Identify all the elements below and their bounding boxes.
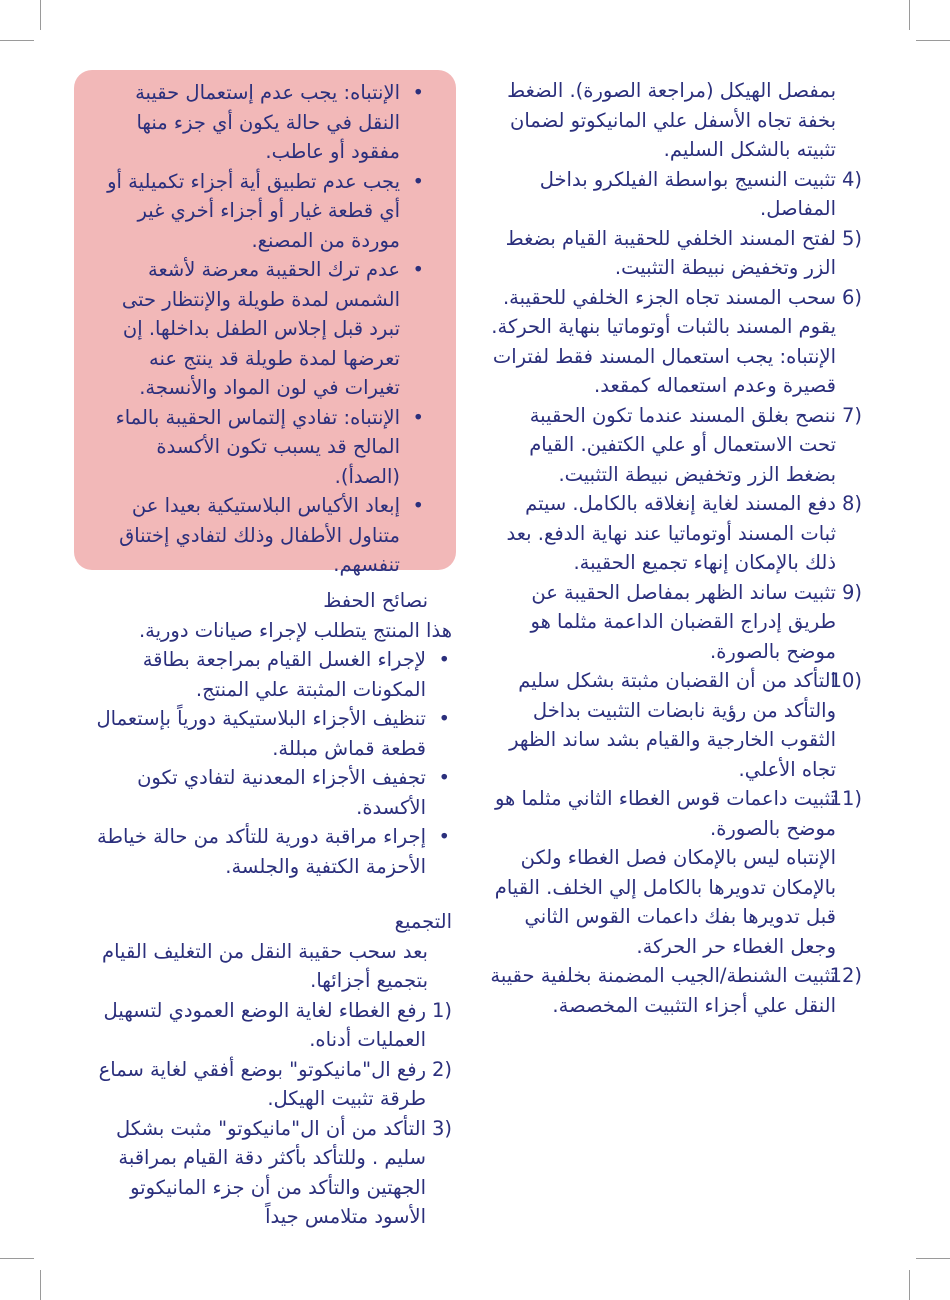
crop-mark [40,0,41,30]
step-3: 3) التأكد من أن ال"مانيكوتو" مثبت بشكل سليم . وللتأكد بأكثر دقة القيام بمراقبة الجهتين والتأكد من أن جزء المانيكوتو الأسود متلامس جيداً [115,1116,452,1228]
crop-mark [40,1270,41,1300]
assembly-title: التجميع [394,910,452,933]
crop-mark [916,40,950,41]
left-column [76,586,452,1232]
step-10: 10) التأكد من أن القضبان مثبتة بشكل سليم والتأكد من رؤية نابضات التثبيت بداخل الثقوب الخارجية والقيام بشد ساند الظهر تجاه الأعلي. [509,669,862,781]
maintenance-item: • تجفيف الأجزاء المعدنية لتفادي تكون الأكسدة. [76,763,452,822]
step-8: 8) دفع المسند لغاية إنغلاقه بالكامل. سيتم ثبات المسند أوتوماتيا عند نهاية الدفع. بعد ذلك بالإمكان إنهاء تجميع الحقيبة. [506,492,862,574]
step-5: 5) لفتح المسند الخلفي للحقيبة القيام بضغط الزر وتخفيض نبيطة التثبيت. [505,226,862,279]
warning-item: • الإنتباه: تفادي إلتماس الحقيبة بالماء المالح قد يسبب تكون الأكسدة (الصدأ). [88,403,426,492]
warning-item: • إبعاد الأكياس البلاستيكية بعيدا عن متناول الأطفال وذلك لتفادي إختناق تنفسهم. [88,491,426,580]
step-11: 11) تثبيت داعمات قوس الغطاء الثاني مثلما هو موضح بالصورة. الإنتباه ليس بالإمكان فصل الغطاء ولكن بالإمكان تدويرها بالكامل إلي الخلف. القيام قبل تدويرها بفك داعمات القوس الثاني وجعل الغطاء حر الحركة. [494,787,862,958]
warning-item: • عدم ترك الحقيبة معرضة لأشعة الشمس لمدة طويلة والإنتظار حتى تبرد قبل إجلاس الطفل بداخلها. إن تعرضها لمدة طويلة قد ينتج عنه تغيرات في لون المواد والأنسجة. [88,255,426,403]
warning-list-container [88,78,426,580]
maintenance-title: نصائح الحفظ [323,589,428,612]
step-2: 2) رفع ال"مانيكوتو" بوضع أفقي لغاية سماع طرقة تثبيت الهيكل. [98,1057,452,1110]
assembly-intro: بعد سحب حقيبة النقل من التغليف القيام بتجميع أجزائها. [102,939,428,992]
step-4: 4) تثبيت النسيج بواسطة الفيلكرو بداخل المفاصل. [539,167,862,220]
step-3-continuation: بمفصل الهيكل (مراجعة الصورة). الضغط بخفة تجاه الأسفل علي المانيكوتو لضمان تثبيته بالشكل السليم. [507,79,836,161]
assembly-steps [76,996,452,1232]
step-6-note: الإنتباه: يجب استعمال المسند فقط لفترات قصيرة وعدم استعماله كمقعد. [492,344,836,397]
maintenance-item: • لإجراء الغسل القيام بمراجعة بطاقة المكونات المثبتة علي المنتج. [76,645,452,704]
crop-mark [0,1258,34,1259]
crop-mark [909,0,910,30]
assembly-steps-continued [488,76,862,1020]
warning-box [74,70,456,576]
crop-mark [909,1270,910,1300]
warning-item: • يجب عدم تطبيق أية أجزاء تكميلية أو أي قطعة غيار أو أجزاء أخري غير موردة من المصنع. [88,167,426,256]
crop-mark [0,40,34,41]
step-12: 12) تثبيت الشنطة/الجيب المضمنة بخلفية حقيبة النقل علي أجزاء التثبيت المخصصة. [490,964,862,1017]
warning-item: • الإنتباه: يجب عدم إستعمال حقيبة النقل في حالة يكون أي جزء منها مفقود أو عاطب. [88,78,426,167]
step-9: 9) تثبيت ساند الظهر بمفاصل الحقيبة عن طريق إدراج القضبان الداعمة مثلما هو موضح بالصورة. [530,580,862,663]
crop-mark [916,1258,950,1259]
step-6: 6) سحب المسند تجاه الجزء الخلفي للحقيبة. يقوم المسند بالثبات أوتوماتيا بنهاية الحركة. الإنتباه: يجب استعمال المسند فقط لفترات قصيرة وعدم استعماله كمقعد. [491,285,862,397]
maintenance-item: • إجراء مراقبة دورية للتأكد من حالة خياطة الأحزمة الكتفية والجلسة. [76,822,452,881]
step-11-note: الإنتباه ليس بالإمكان فصل الغطاء ولكن بالإمكان تدويرها بالكامل إلي الخلف. القيام قبل تدويرها بفك داعمات القوس الثاني وجعل الغطاء حر الحركة. [494,846,836,958]
maintenance-item: • تنظيف الأجزاء البلاستيكية دورياً بإستعمال قطعة قماش مبللة. [76,704,452,763]
maintenance-intro: هذا المنتج يتطلب لإجراء صيانات دورية. [138,618,452,642]
step-1: 1) رفع الغطاء لغاية الوضع العمودي لتسهيل العمليات أدناه. [103,998,452,1051]
step-7: 7) ننصح بغلق المسند عندما تكون الحقيبة تحت الاستعمال أو علي الكتفين. القيام بضغط الزر وتخفيض نبيطة التثبيت. [529,403,862,486]
maintenance-list [76,645,452,881]
